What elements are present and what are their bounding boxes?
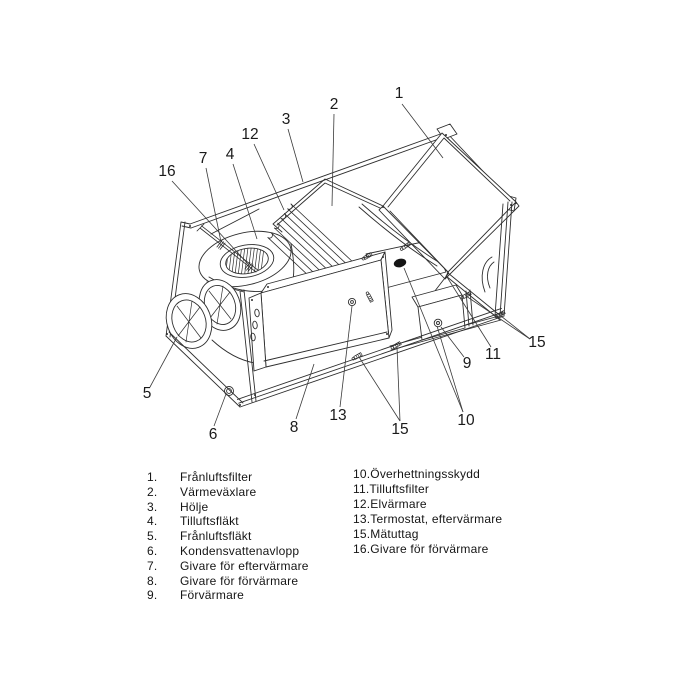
callout-number-15: 15 [391,421,409,438]
legend-item [147,588,309,603]
legend-item-number: 13. [353,512,371,526]
legend-item-label: Frånluftsfläkt [180,529,252,544]
legend-item-label: Mätuttag [370,527,419,541]
callout-number-7: 7 [198,150,208,167]
legend-item-number: 10. [353,467,371,481]
legend-item-number: 3. [147,499,158,514]
callout-number-6: 6 [208,426,218,443]
leader-line-8 [296,364,314,419]
callout-number-3: 3 [281,111,291,128]
legend-item [353,482,502,497]
legend-item [147,485,309,500]
callout-number-13: 13 [329,407,347,424]
legend-item-label: Givare för eftervärmare [180,558,309,573]
callout-number-9: 9 [462,355,472,372]
callout-number-8: 8 [289,419,299,436]
leader-line-15 [397,347,400,421]
callout-number-1: 1 [394,85,404,102]
legend-item [353,527,502,542]
legend-item-label: Kondensvattenavlopp [180,543,300,558]
legend-item-label: Termostat, eftervärmare [370,512,503,526]
leader-line-2 [332,114,334,206]
legend-item-number: 15. [353,527,371,541]
leader-line-15 [359,357,400,421]
legend-item [147,574,309,589]
legend-item-label: Tilluftsfilter [369,482,430,496]
legend-item-number: 9. [147,588,158,603]
legend-item-number: 16. [353,542,371,556]
callout-number-12: 12 [241,126,259,143]
leader-line-6 [214,394,226,426]
legend-item [147,470,309,485]
legend-item-label: Värmeväxlare [180,484,257,499]
legend-item-number: 12. [353,497,371,511]
legend-item [147,500,309,515]
legend-item [353,467,502,482]
callout-number-2: 2 [329,96,339,113]
legend-item-label: Förvärmare [180,588,245,603]
callout-number-5: 5 [142,385,152,402]
legend-item-number: 4. [147,514,158,529]
legend-item-number: 6. [147,543,158,558]
callout-number-10: 10 [457,412,475,429]
callout-number-16: 16 [158,163,176,180]
parts-legend-left [147,470,309,603]
legend-item-label: Givare för förvärmare [180,573,299,588]
legend-item [147,529,309,544]
legend-item [353,512,502,527]
legend-item [353,497,502,512]
legend-item-number: 1. [147,470,158,484]
legend-item [353,542,502,557]
legend-item-number: 5. [147,529,158,544]
legend-item-number: 8. [147,573,158,588]
callout-number-11: 11 [484,346,502,363]
legend-item-label: Frånluftsfilter [180,470,253,484]
parts-legend-right [353,467,502,557]
legend-item [147,514,309,529]
legend-item-number: 2. [147,484,158,499]
leader-line-15 [501,316,530,339]
leader-line-3 [288,129,303,182]
right-duct-opening [482,257,494,292]
legend-item-label: Hölje [180,499,209,514]
callout-number-15: 15 [528,334,546,351]
legend-item-label: Givare för förvärmare [370,542,489,556]
legend-item-number: 11. [353,482,370,496]
callout-number-4: 4 [225,146,235,163]
legend-item [147,544,309,559]
legend-item-label: Elvärmare [370,497,427,511]
legend-item-number: 7. [147,558,158,573]
legend-item-label: Överhettningsskydd [370,467,480,481]
legend-item-label: Tilluftsfläkt [180,514,239,529]
leader-line-5 [150,337,177,387]
legend-item [147,559,309,574]
